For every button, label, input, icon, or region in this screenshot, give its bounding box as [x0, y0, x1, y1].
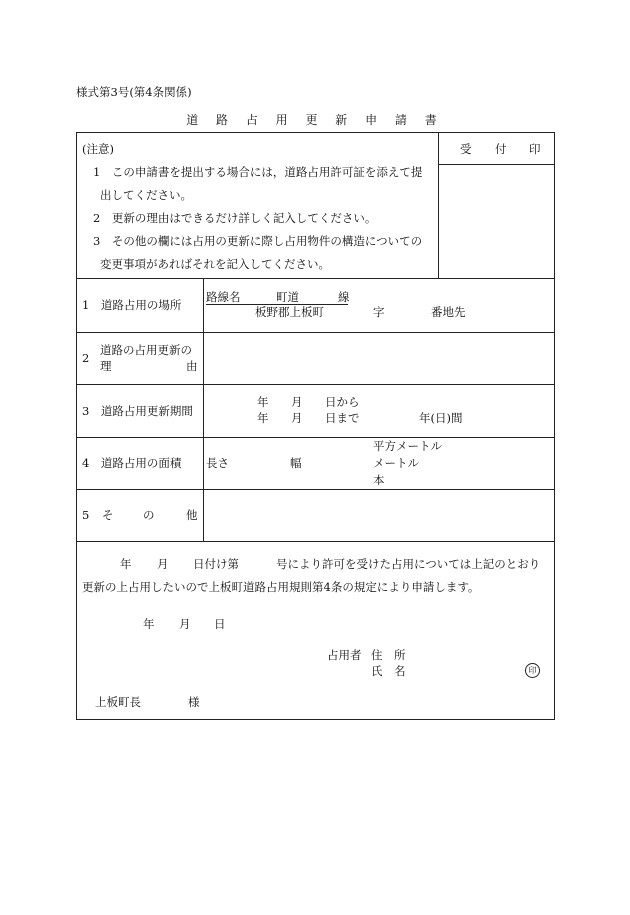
period-to-month: 月	[291, 411, 303, 425]
place-aza-label: 字	[373, 305, 385, 319]
period-to-year: 年	[257, 411, 269, 425]
area-length-label: 長さ	[206, 456, 229, 470]
form-number: 様式第3号(第4条関係)	[76, 85, 192, 99]
place-label: 1 道路占用の場所	[82, 298, 182, 312]
area-label: 4 道路占用の面積	[82, 456, 182, 470]
other-label-b: の	[143, 508, 155, 522]
other-input-area[interactable]	[204, 490, 554, 540]
note-1-line-1: 1 この申請書を提出する場合には，道路占用許可証を添えて提	[93, 165, 423, 179]
reason-input-area[interactable]	[204, 333, 554, 383]
place-banchi-label: 番地先	[431, 305, 466, 319]
seal-mark-icon: 印	[525, 663, 540, 678]
other-label-c: 他	[186, 508, 198, 522]
reason-number: 2	[82, 351, 90, 365]
area-sqm-unit: 平方メートル	[373, 439, 442, 453]
place-input-area[interactable]	[204, 279, 554, 331]
notes-heading: (注意)	[82, 142, 114, 156]
note-1-line-2: 出してください。	[100, 188, 192, 202]
addressee-office: 上板町長	[95, 695, 141, 709]
line-label: 線	[338, 290, 350, 304]
note-3-line-1: 3 その他の欄には占用の更新に際し占用物件の構造についての	[93, 234, 423, 248]
note-3-line-2: 変更事項があればそれを記入してください。	[100, 257, 330, 271]
row-line-6	[77, 541, 554, 542]
reception-stamp-area[interactable]	[439, 165, 554, 277]
period-from-year: 年	[257, 395, 269, 409]
area-width-label: 幅	[290, 456, 302, 470]
reason-label-line-2b: 由	[186, 359, 198, 373]
area-input-area[interactable]	[204, 438, 554, 488]
note-2: 2 更新の理由はできるだけ詳しく記入してください。	[93, 211, 377, 225]
declaration-text-b: 号により許可を受けた占用については上記のとおり	[276, 557, 541, 571]
town-road-label: 町道	[276, 290, 299, 304]
reception-label-1: 受	[460, 142, 472, 156]
application-form	[76, 132, 555, 720]
application-day: 日	[214, 617, 226, 631]
other-number: 5	[82, 508, 90, 522]
application-year: 年	[143, 617, 155, 631]
reason-label-line-1: 道路の占用更新の	[100, 343, 192, 357]
period-to-day: 日まで	[325, 411, 360, 425]
period-duration: 年(日)間	[419, 411, 463, 425]
area-meter-unit: メートル	[373, 456, 419, 470]
applicant-label: 占用者	[327, 648, 362, 662]
place-town: 板野郡上板町	[255, 305, 324, 319]
period-input-area[interactable]	[204, 385, 554, 436]
area-count-unit: 本	[373, 473, 385, 487]
period-from-month: 月	[291, 395, 303, 409]
declaration-text-c: 更新の上占用したいので上板町道路占用規則第4条の規定により申請します。	[82, 580, 480, 594]
applicant-name-label: 氏 名	[371, 664, 406, 678]
reception-label-2: 付	[495, 142, 507, 156]
declaration-month: 月	[157, 557, 169, 571]
application-month: 月	[179, 617, 191, 631]
addressee-honorific: 様	[188, 695, 200, 709]
reason-label-line-2a: 理	[100, 359, 112, 373]
reception-label-3: 印	[529, 142, 541, 156]
period-label: 3 道路占用更新期間	[82, 404, 193, 418]
applicant-address-label: 住 所	[371, 648, 406, 662]
declaration-text-a: 日付け第	[193, 557, 239, 571]
declaration-year: 年	[120, 557, 132, 571]
period-from-day: 日から	[325, 395, 360, 409]
route-name-label: 路線名	[206, 290, 241, 304]
other-label-a: そ	[102, 508, 114, 522]
document-title: 道 路 占 用 更 新 申 請 書	[186, 113, 444, 127]
